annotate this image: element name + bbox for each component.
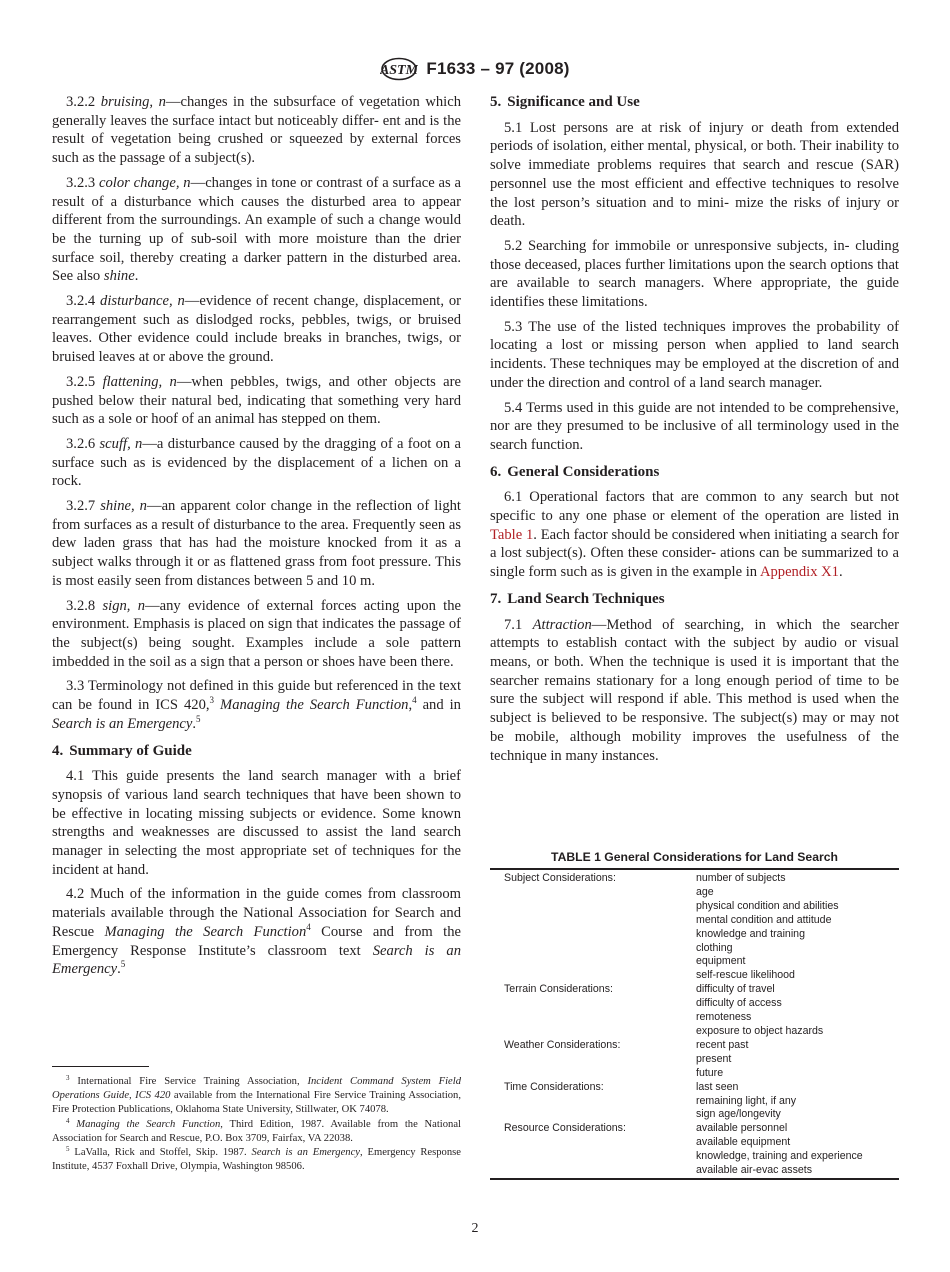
category-cell [490,1164,696,1178]
category-cell [490,914,696,928]
category-cell [490,942,696,956]
section-heading-4: 4. Summary of Guide [52,742,192,759]
item-cell: age [696,885,714,898]
item-cell: available air-evac assets [696,1164,812,1177]
table-row [490,900,899,914]
table-row [490,955,899,969]
item-cell: future [696,1066,724,1079]
section-heading-7: 7. Land Search Techniques [490,590,665,607]
table-row [490,983,899,997]
section-heading-6: 6. General Considerations [490,463,660,480]
table-row [490,1053,899,1067]
paragraph-5-3: 5.3 The use of the listed techniques improves the probability of locating a lost or missing person when applied to land search incidents. These techniques may be employed at the discretion of and under the direction and control of a land search manager. [490,318,899,391]
category-cell [490,1011,696,1025]
footnote-ref-5[interactable]: 5 [120,959,126,970]
paragraph-5-1: 5.1 Lost persons are at risk of injury or death from extended periods of isolation, either mental, physical, or both. Their inability to solve immediate problems requires that search and rescue (SAR) personnel use the most efficient and effective techniques to resolve the lost person’s situation and to mini- mize the risks of injury or death. [490,119,899,230]
paragraph-3-2-4: 3.2.4 disturbance, n—evidence of recent change, displacement, or rearrangement such as dislodged rocks, pebbles, twigs, or bruised leaves. Other evidence could include breaks in branches, twigs, or bruised leaves at or above the ground. [52,293,461,366]
category-cell: Terrain Considerations: [504,983,613,996]
footnote-ref-3[interactable]: 3 [209,695,215,706]
astm-logo-icon [380,57,418,81]
item-cell: available personnel [696,1122,788,1135]
considerations-table [490,870,899,1178]
category-cell: Subject Considerations: [504,872,616,884]
table-row [490,1025,899,1039]
footnote-ref-4[interactable]: 4 [306,921,311,932]
item-cell: present [696,1052,732,1065]
table-row [490,942,899,956]
page-header [0,57,950,83]
table-row [490,886,899,900]
item-cell: clothing [696,941,733,954]
category-cell [490,928,696,942]
category-cell [490,1053,696,1067]
category-cell [490,969,696,983]
footnote-ref-5[interactable]: 5 [196,713,201,724]
paragraph-3-2-2: 3.2.2 bruising, n—changes in the subsurface of vegetation which generally leaves the surface intact but noticeably differ- ent and is the result of vegetation being crushed or squeezed by external forces such as the passage of a subject(s). [52,94,461,167]
category-cell [490,1108,696,1122]
item-cell: equipment [696,955,746,968]
paragraph-4-2: 4.2 Much of the information in the guide comes from classroom materials available through the National Association for Search and Rescue Managing the Search Function$^4$ Course and from the Emergency Response Institute’s classroom text Search is an Emergency.$^5$ [52,886,461,978]
item-cell: sign age/longevity [696,1108,781,1121]
table-row [490,997,899,1011]
category-cell [490,900,696,914]
table-row [490,1122,899,1136]
table-row [490,1136,899,1150]
table-bottom-rule [490,1178,899,1180]
category-cell [490,886,696,900]
paragraph-3-2-5: 3.2.5 flattening, n—when pebbles, twigs, and other objects are pushed below their natural bed, indicating that something very hard such as a sole or hoof of an animal has stepped on them. [52,373,461,428]
item-cell: exposure to object hazards [696,1024,824,1037]
footnote-ref-4[interactable]: 4 [412,695,417,706]
item-cell: recent past [696,1038,749,1051]
item-cell: self-rescue likelihood [696,969,795,982]
footnotes [52,1075,461,1174]
category-cell [490,1025,696,1039]
item-cell: remaining light, if any [696,1094,797,1107]
category-cell [490,1095,696,1109]
paragraph-7-1: 7.1 Attraction—Method of searching, in which the searcher attempts to establish contact with the subject by audio or visual means, or both. When the technique is used it is important that the searcher remains stationary for a long enough period of time to be sure the subject will respond if able. This method is used when the subject is believed to be responsive. The subject(s) may or may not be mobile, although mobility improves the usefulness of the technique in many instances. [490,616,899,764]
left-column [52,93,461,985]
standard-designation: F1633 – 97 (2008) [426,59,570,78]
table-1 [490,849,899,1180]
appendix-x1-link[interactable]: Appendix X1 [759,564,839,581]
table-1-link[interactable]: Table 1 [490,526,534,543]
table-row [490,1039,899,1053]
footnote-5: $^5$ LaValla, Rick and Stoffel, Skip. 1987. Search is an Emergency, Emergency Response Institute, 4537 Foxhall Drive, Olympia, Washington 98506. [52,1145,461,1173]
category-cell [490,955,696,969]
table-row [490,1150,899,1164]
table-row [490,969,899,983]
category-cell [490,1067,696,1081]
footnote-3: $^3$ International Fire Service Training Association, Incident Command System Field Operations Guide, ICS 420 available from the International Fire Service Training Association, Fire Protection Publications, Oklahoma State University, Stillwater, OK 74078. [52,1074,462,1116]
paragraph-5-2: 5.2 Searching for immobile or unresponsive subjects, in- cluding those deceased, places further limitations upon the search options that are available to search managers. Where appropriate, the guide identifies these limitations. [490,237,899,311]
table-caption: TABLE 1 General Considerations for Land Search [551,850,838,864]
paragraph-3-2-7: 3.2.7 shine, n—an apparent color change in the reflection of light from surfaces as a result of disturbance to the area. Frequently seen as dew laden grass that has had the moisture knocked from it as a subject walks through it or as flattened grass from foot pressure. This is most easily seen from distances between 5 and 10 m. [52,498,461,589]
item-cell: remoteness [696,1011,752,1024]
item-cell: last seen [696,1080,739,1093]
item-cell: knowledge, training and experience [696,1150,863,1163]
table-row [490,928,899,942]
item-cell: difficulty of access [696,997,782,1010]
item-cell: difficulty of travel [696,983,775,996]
paragraph-4-1: 4.1 This guide presents the land search manager with a brief synopsis of various land search techniques that have been shown to be effective in locating missing subjects or evidence. Some known strengths and weaknesses are discussed to assist the land search manager in selecting the most appropriate set of techniques for the incident at hand. [52,768,461,878]
page-number: 2 [471,1221,479,1236]
table-row [490,1164,899,1178]
item-cell: available equipment [696,1136,791,1149]
svg-text:ASTM: ASTM [380,63,419,78]
table-row [490,1095,899,1109]
category-cell: Time Considerations: [504,1080,604,1093]
section-heading-5: 5. Significance and Use [490,94,640,110]
table-row [490,1011,899,1025]
table-row [490,914,899,928]
item-cell: number of subjects [696,872,786,884]
paragraph-3-2-6: 3.2.6 scuff, n—a disturbance caused by the dragging of a foot on a surface such as is evidenced by the displacement of a lichen on a rock. [52,435,461,490]
table-row [490,1067,899,1081]
category-cell: Resource Considerations: [504,1122,626,1135]
paragraph-3-3: 3.3 Terminology not defined in this guide but referenced in the text can be found in ICS 420,$^3$ Managing the Search Function,$^4$ and in Search is an Emergency.$^5$ [52,678,461,732]
item-cell: mental condition and attitude [696,913,832,926]
category-cell [490,997,696,1011]
category-cell: Weather Considerations: [504,1038,621,1051]
paragraph-5-4: 5.4 Terms used in this guide are not intended to be comprehensive, nor are they presumed to be inclusive of all terminology used in the search function. [490,399,899,453]
table-row [490,870,899,886]
item-cell: knowledge and training [696,927,805,940]
category-cell [490,1136,696,1150]
category-cell [490,1150,696,1164]
footnote-4: $^4$ Managing the Search Function, Third Edition, 1987. Available from the National Association for Search and Rescue, P.O. Box 3709, Fairfax, VA 22038. [52,1116,461,1144]
paragraph-3-2-8: 3.2.8 sign, n—any evidence of external forces acting upon the environment. Emphasis is placed on sign that indicates the passage of the subject(s) being sought. Examples include a sole pattern imbedded in the soil as a sign that a person or shoes have been there. [52,597,461,670]
right-column [490,93,899,771]
paragraph-6-1: 6.1 Operational factors that are common to any search but not specific to any one phase or element of the operation are listed in Table 1. Each factor should be considered when initiating a search for a lost subject(s). Often these consider- ations can be summarized to a single form such as is given in the example in Appendix X1. [490,489,899,581]
paragraph-3-2-3: 3.2.3 color change, n—changes in tone or contrast of a surface as a result of a disturbance which causes the disturbed area to appear different from the surroundings. An example of such a change would be the turning up of sub-soil with more moisture than the drier surface soil, thereby creating a darker pattern in the disturbed area. See also shine. [52,174,461,285]
item-cell: physical condition and abilities [696,899,839,912]
table-row [490,1081,899,1095]
footnote-divider [52,1066,149,1067]
table-row [490,1108,899,1122]
